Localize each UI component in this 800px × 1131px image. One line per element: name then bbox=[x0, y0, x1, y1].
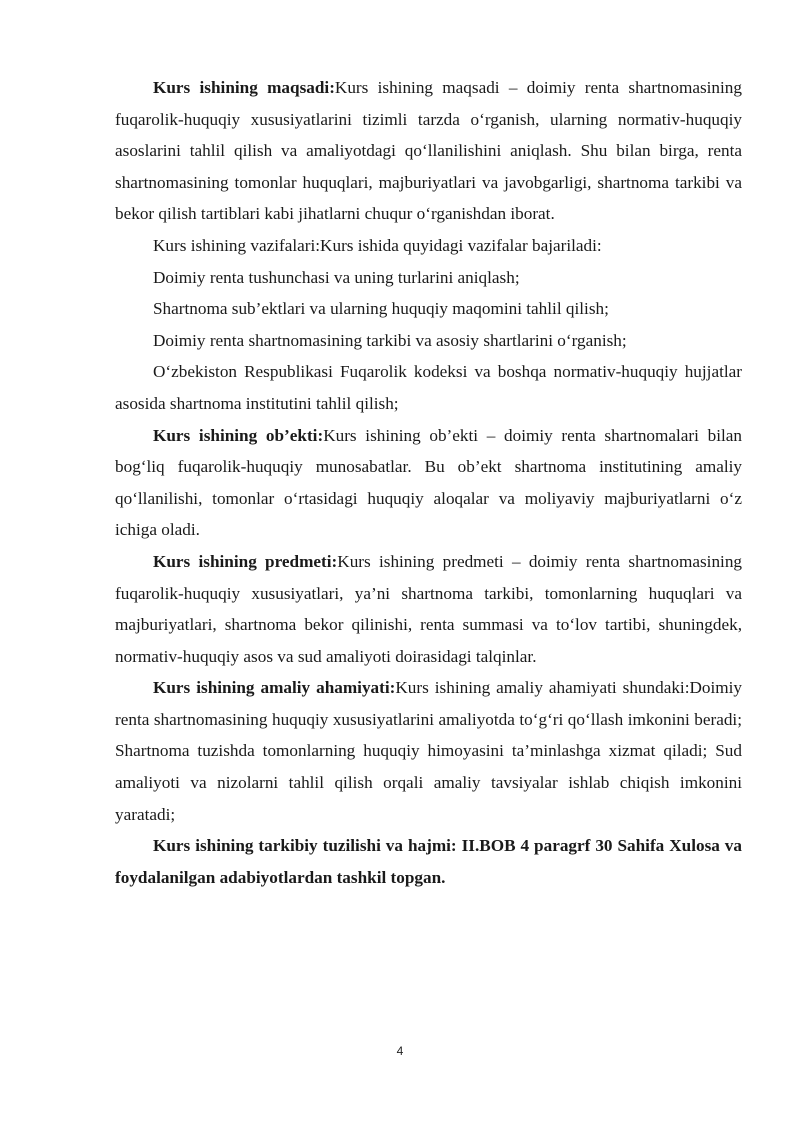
paragraph-text: Kurs ishining predmeti – doimiy renta shartnomasining fuqarolik-huquqiy xususiyatlari, ya’ni shartnoma tarkibi, tomonlarning huquqlari va majburiyatlari, shartnoma bekor qilinishi, renta summasi va to‘lov tartibi, shuningdek, normativ-huquqiy asos va sud amaliyoti doirasidagi talqinlar. bbox=[115, 551, 743, 666]
paragraph-lead: Kurs ishining amaliy ahamiyati: bbox=[153, 678, 396, 698]
paragraph-ahamiyati bbox=[115, 672, 742, 830]
paragraph-obekti bbox=[115, 420, 742, 546]
paragraph-task-1 bbox=[115, 262, 742, 294]
page-number: 4 bbox=[396, 1044, 404, 1058]
paragraph-text: Kurs ishining vazifalari:Kurs ishida quyidagi vazifalar bajariladi: bbox=[153, 235, 602, 255]
paragraph-text: Kurs ishining amaliy ahamiyati shundaki:Doimiy renta shartnomasining huquqiy xususiyatlarini amaliyotda to‘g‘ri qo‘llash imkonini beradi; Shartnoma tuzishda tomonlarning huquqiy himoyasini ta’minlashga xizmat qiladi; Sud amaliyoti va nizolarni tahlil qilish orqali amaliy tavsiyalar ishlab chiqish imkonini yaratadi; bbox=[115, 678, 742, 824]
paragraph-text: Doimiy renta tushunchasi va uning turlarini aniqlash; bbox=[153, 267, 520, 287]
paragraph-vazifalari bbox=[115, 230, 742, 262]
paragraph-text: Kurs ishining ob’ekti – doimiy renta shartnomalari bilan bog‘liq fuqarolik-huquqiy munosabatlar. Bu ob’ekt shartnoma institutining amaliy qo‘llanilishi, tomonlar o‘rtasidagi huquqiy aloqalar va moliyaviy majburiyatlarni o‘z ichiga oladi. bbox=[115, 425, 742, 540]
paragraph-lead: Kurs ishining predmeti: bbox=[153, 551, 338, 571]
paragraph-text: Doimiy renta shartnomasining tarkibi va asosiy shartlarini o‘rganish; bbox=[153, 330, 627, 350]
paragraph-lead: Kurs ishining maqsadi: bbox=[153, 78, 335, 97]
paragraph-text: O‘zbekiston Respublikasi Fuqarolik kodeksi va boshqa normativ-huquqiy hujjatlar asosida shartnoma institutini tahlil qilish; bbox=[115, 362, 742, 413]
paragraph-maqsadi bbox=[115, 72, 742, 230]
paragraph-task-4 bbox=[115, 356, 742, 419]
paragraph-tuzilishi bbox=[115, 830, 742, 893]
paragraph-predmeti bbox=[115, 546, 742, 672]
paragraph-lead: Kurs ishining tarkibiy tuzilishi va hajmi: II.BOB 4 paragrf 30 Sahifa Xulosa va foydalanilgan adabiyotlardan tashkil topgan. bbox=[115, 836, 742, 887]
paragraph-task-2 bbox=[115, 293, 742, 325]
paragraph-text: Shartnoma sub’ektlari va ularning huquqiy maqomini tahlil qilish; bbox=[153, 299, 609, 319]
paragraph-text: Kurs ishining maqsadi – doimiy renta shartnomasining fuqarolik-huquqiy xususiyatlarini tizimli tarzda o‘rganish, ularning normativ-huquqiy asoslarini tahlil qilish va amaliyotdagi qo‘llanilishini aniqlash. Shu bilan birga, renta shartnomasining tomonlar huquqlari, majburiyatlari va javobgarligi, shartnoma tarkibi va bekor qilish tartiblari kabi jihatlarni chuqur o‘rganishdan iborat. bbox=[115, 78, 742, 224]
paragraph-lead: Kurs ishining ob’ekti: bbox=[153, 425, 324, 445]
document-body bbox=[115, 72, 742, 893]
paragraph-task-3 bbox=[115, 325, 742, 357]
